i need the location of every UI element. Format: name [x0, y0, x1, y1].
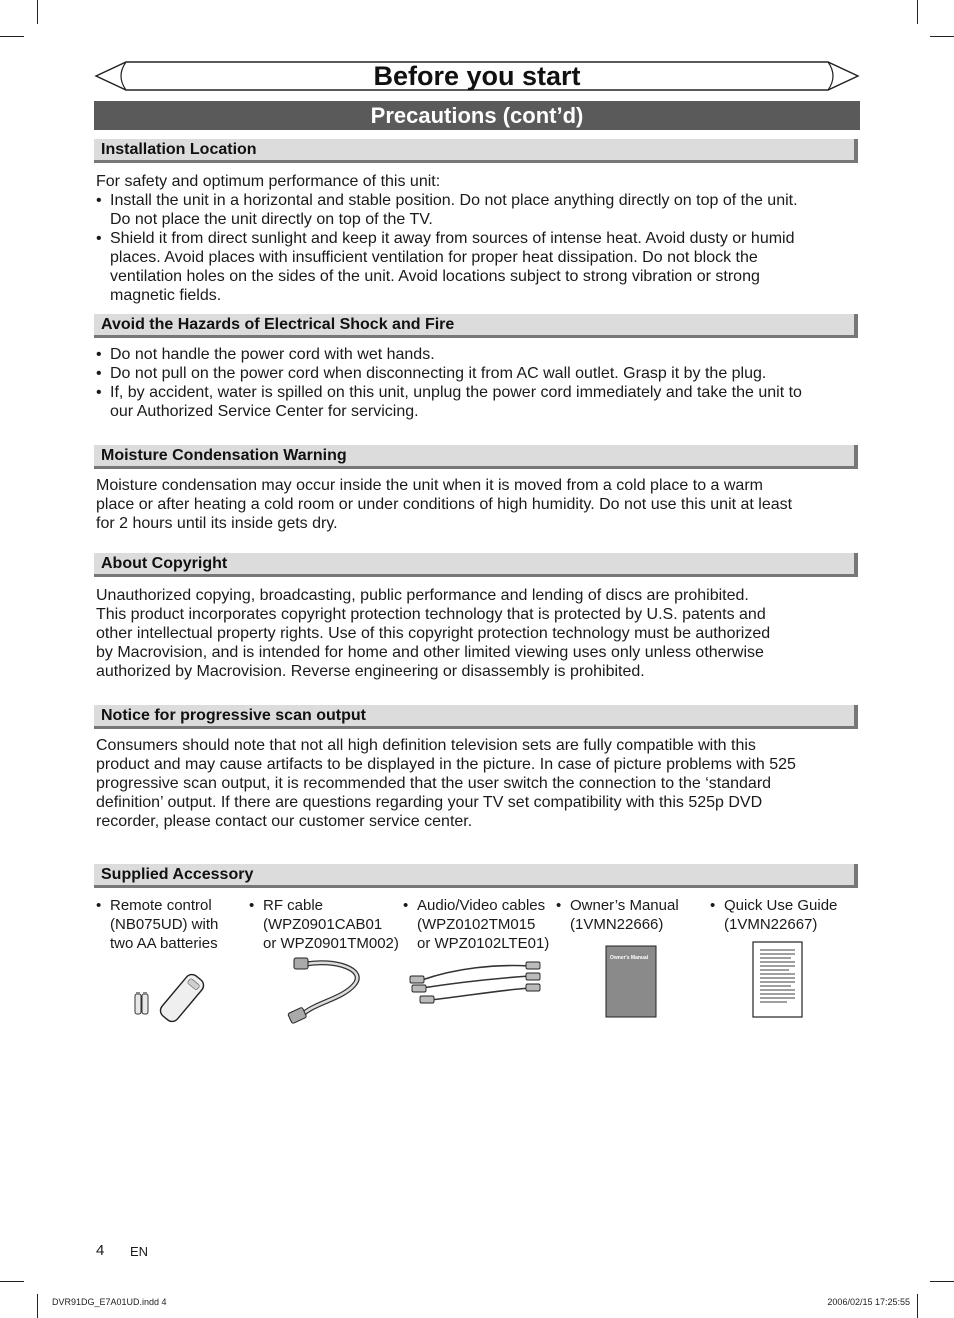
file-name: DVR91DG_E7A01UD.indd 4 — [52, 1297, 167, 1307]
shock-heading: Avoid the Hazards of Electrical Shock and Fire — [101, 316, 455, 333]
text-line: places. Avoid places with insufficient ventilation for proper heat dissipation. Do not block the — [110, 249, 758, 266]
text-line: (WPZ0901CAB01 — [263, 916, 383, 933]
text-line: Remote control — [110, 897, 212, 914]
text-line: (WPZ0102TM015 — [417, 916, 536, 933]
progressive-body — [96, 736, 860, 831]
text-line: or WPZ0102LTE01) — [417, 935, 550, 952]
page-title: Before you start — [373, 61, 581, 91]
text-line: ventilation holes on the sides of the unit. Avoid locations subject to strong vibration or strong — [110, 268, 760, 285]
accessory-heading-bar — [94, 864, 858, 888]
shock-bullet — [96, 383, 860, 421]
accessory-item-rf-cable — [249, 896, 399, 953]
text-line: Do not place the unit directly on top of the TV. — [110, 211, 433, 228]
bullet-dot: • — [556, 897, 562, 914]
crop-mark — [37, 0, 38, 24]
installation-heading-bar — [94, 139, 858, 163]
crop-mark — [0, 1281, 24, 1282]
text-line: • Do not pull on the power cord when disconnecting it from AC wall outlet. Grasp it by the plug. — [110, 365, 767, 382]
text-line: • Shield it from direct sunlight and keep it away from sources of intense heat. Avoid dusty or humid — [110, 230, 795, 247]
owners-manual-icon — [604, 944, 658, 1020]
av-cables-icon — [406, 958, 548, 1010]
text-line: RF cable — [263, 897, 324, 914]
text-line: by Macrovision, and is intended for home and other limited viewing uses only unless otherwise — [96, 644, 764, 661]
bullet-dot: • — [249, 897, 255, 914]
timestamp: 2006/02/15 17:25:55 — [827, 1297, 910, 1307]
crop-mark — [917, 1294, 918, 1318]
text-line: two AA batteries — [110, 935, 218, 952]
rf-cable-icon — [284, 955, 364, 1025]
text-line: • If, by accident, water is spilled on this unit, unplug the power cord immediately and take the unit to — [110, 384, 802, 401]
accessory-item-av-cables — [403, 896, 553, 953]
text-line: • Install the unit in a horizontal and stable position. Do not place anything directly on top of the unit. — [110, 192, 798, 209]
text-line: Consumers should note that not all high definition television sets are fully compatible with this — [96, 737, 756, 754]
accessory-item-remote — [96, 896, 246, 953]
text-line: • Do not handle the power cord with wet hands. — [110, 346, 435, 363]
text-line: This product incorporates copyright protection technology that is protected by U.S. patents and — [96, 606, 766, 623]
shock-body — [96, 345, 860, 421]
copyright-heading-bar — [94, 553, 858, 577]
text-line: other intellectual property rights. Use of this copyright protection technology must be authorized — [96, 625, 771, 642]
progressive-heading-bar — [94, 705, 858, 729]
crop-mark — [930, 36, 954, 37]
quick-guide-icon — [751, 940, 805, 1020]
installation-intro: For safety and optimum performance of this unit: — [96, 173, 441, 190]
text-line: (1VMN22666) — [570, 916, 664, 933]
crop-mark — [930, 1281, 954, 1282]
crop-mark — [37, 1294, 38, 1318]
moisture-body — [96, 476, 860, 533]
installation-bullet — [96, 229, 860, 305]
progressive-heading: Notice for progressive scan output — [101, 707, 366, 724]
installation-body — [96, 172, 860, 305]
manual-cover-text: Owner's Manual — [610, 955, 649, 961]
moisture-heading: Moisture Condensation Warning — [101, 447, 347, 464]
text-line: Unauthorized copying, broadcasting, public performance and lending of discs are prohibited. — [96, 587, 749, 604]
text-line: product and may cause artifacts to be displayed in the picture. In case of picture problems with 525 — [96, 756, 796, 773]
text-line: Quick Use Guide — [724, 897, 838, 914]
accessory-item-quick-guide — [710, 896, 860, 934]
text-line: Audio/Video cables — [417, 897, 546, 914]
section-subtitle: Precautions (cont’d) — [94, 101, 860, 130]
bullet-dot: • — [710, 897, 716, 914]
text-line: magnetic fields. — [110, 287, 222, 304]
text-line: definition’ output. If there are questions regarding your TV set compatibility with this 525p DVD — [96, 794, 763, 811]
accessory-heading: Supplied Accessory — [101, 866, 254, 883]
text-line: recorder, please contact our customer service center. — [96, 813, 473, 830]
text-line: progressive scan output, it is recommended that the user switch the connection to the ‘standard — [96, 775, 772, 792]
installation-bullet — [96, 191, 860, 229]
text-line: or WPZ0901TM002) — [263, 935, 399, 952]
moisture-heading-bar — [94, 445, 858, 469]
text-line: for 2 hours until its inside gets dry. — [96, 515, 338, 532]
bullet-dot: • — [96, 897, 102, 914]
bullet-dot: • — [403, 897, 409, 914]
text-line: (NB075UD) with — [110, 916, 219, 933]
title-banner — [94, 60, 860, 92]
copyright-body — [96, 586, 860, 681]
crop-mark — [0, 36, 24, 37]
shock-bullet — [96, 364, 860, 383]
text-line: place or after heating a cold room or under conditions of high humidity. Do not use this unit at least — [96, 496, 793, 513]
installation-heading: Installation Location — [101, 141, 257, 158]
text-line: our Authorized Service Center for servicing. — [110, 403, 419, 420]
shock-bullet — [96, 345, 860, 364]
text-line: Moisture condensation may occur inside the unit when it is moved from a cold place to a warm — [96, 477, 763, 494]
language-code: EN — [130, 1244, 149, 1259]
remote-control-icon — [130, 968, 210, 1026]
accessory-item-owners-manual — [556, 896, 706, 934]
crop-mark — [917, 0, 918, 24]
text-line: Owner’s Manual — [570, 897, 679, 914]
shock-heading-bar — [94, 314, 858, 338]
text-line: (1VMN22667) — [724, 916, 818, 933]
copyright-heading: About Copyright — [101, 555, 228, 572]
text-line: authorized by Macrovision. Reverse engineering or disassembly is prohibited. — [96, 663, 645, 680]
page-number: 4 — [96, 1242, 105, 1259]
